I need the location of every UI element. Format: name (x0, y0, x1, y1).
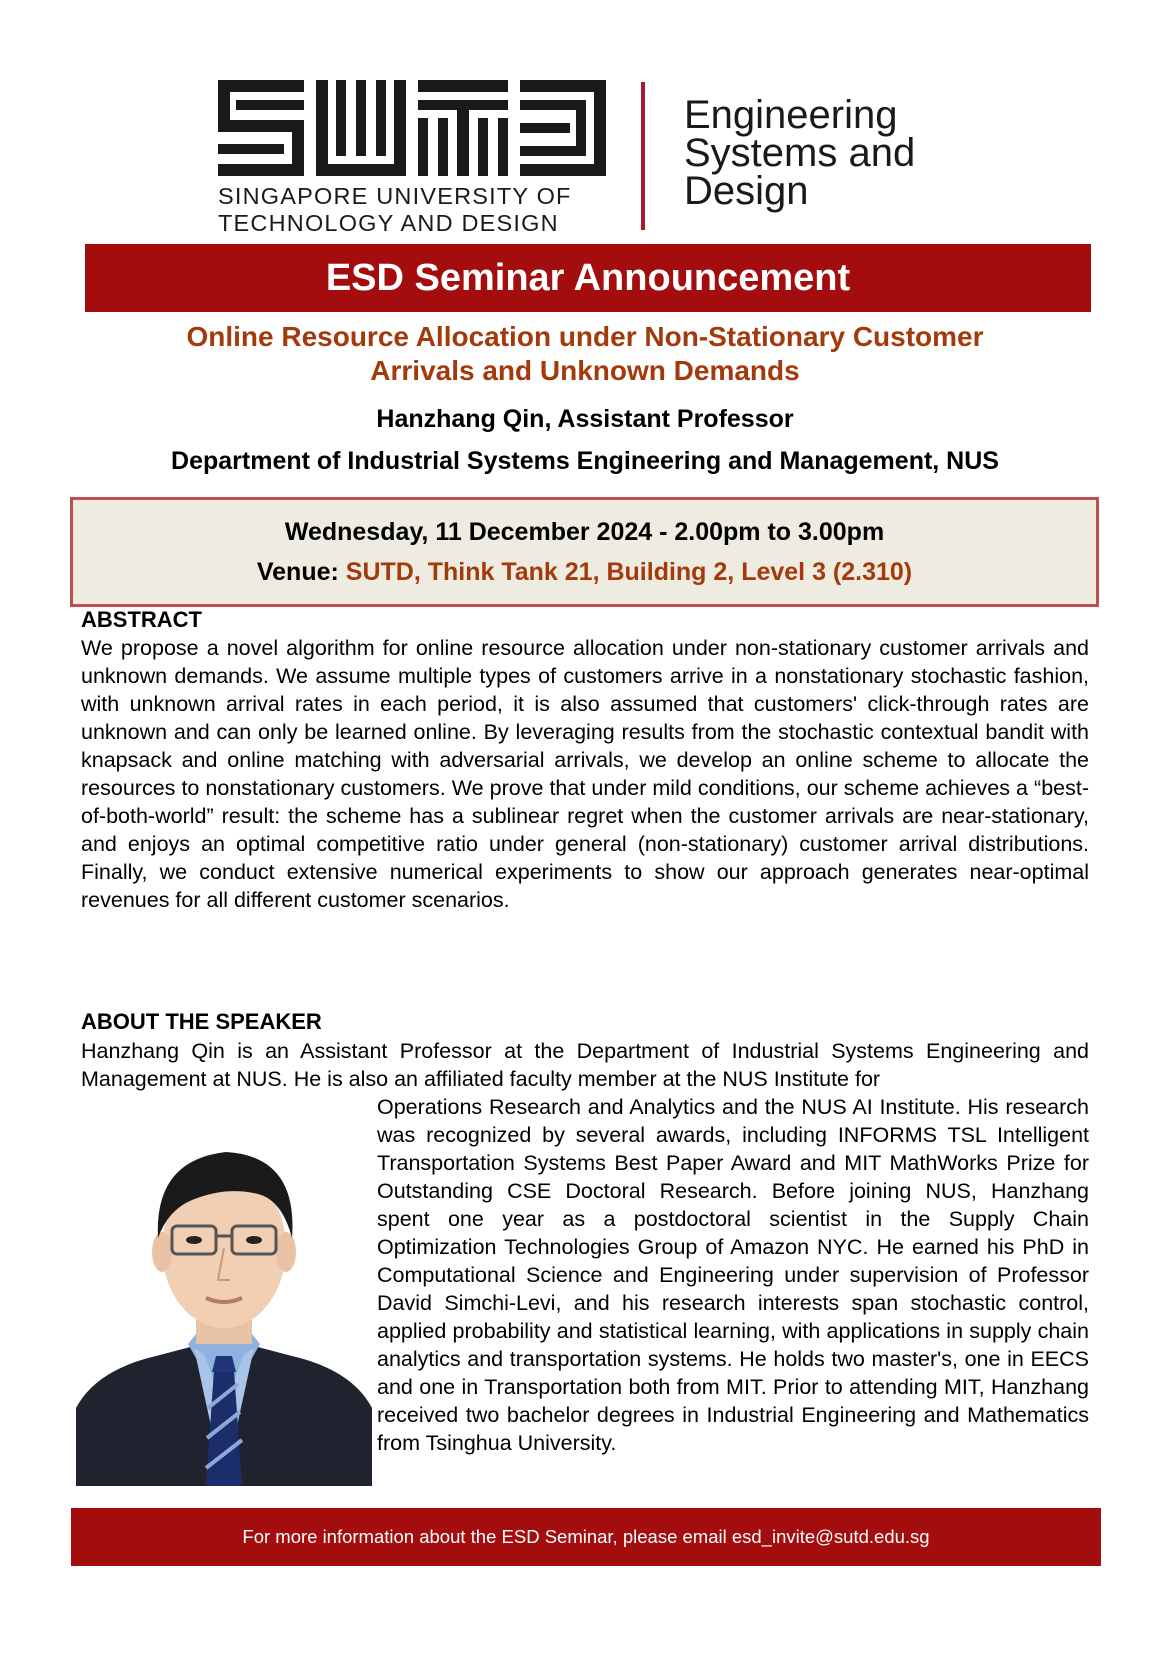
venue-value: SUTD, Think Tank 21, Building 2, Level 3 (2.310) (345, 558, 913, 586)
talk-title (60, 320, 1110, 388)
sutd-logo (218, 80, 608, 236)
university-name (218, 183, 618, 237)
speaker-bio-text: Operations Research and Analytics and the NUS AI Institute. His research was recognized by several awards, including INFORMS TSL Intelligent Transportation Systems Best Paper Award and MIT MathWorks Prize for Outstanding CSE Doctoral Research. Before joining NUS, Hanzhang spent one year as a postdoctoral scientist in the Supply Chain Optimization Technologies Group of Amazon NYC. He earned his PhD in Computational Science and Engineering under supervision of Professor David Simchi-Levi, and his research interests span stochastic control, applied probability and statistical learning, with applications in supply chain analytics and transportation systems. He holds two master's, one in EECS and one in Transportation both from MIT. Prior to attending MIT, Hanzhang received two bachelor degrees in Industrial Engineering and Mathematics from Tsinghua University. (377, 1095, 1089, 1455)
speaker-intro-text: Hanzhang Qin is an Assistant Professor at the Department of Industrial Systems Engineering and Management at NUS. He is also an affiliated faculty member at the NUS Institute for (81, 1039, 1089, 1091)
speaker-heading: ABOUT THE SPEAKER (81, 1009, 322, 1034)
logo-divider (641, 82, 645, 230)
footer-contact: For more information about the ESD Seminar, please email esd_invite@sutd.edu.sg (71, 1508, 1101, 1566)
pillar-name (684, 93, 916, 213)
sutd-logo-mark-icon (218, 80, 608, 176)
speaker-photo (76, 1108, 372, 1486)
speaker-department: Department of Industrial Systems Engineering and Management, NUS (171, 447, 999, 475)
abstract-text: We propose a novel algorithm for online resource allocation under non-stationary customer arrivals and unknown demands. We assume multiple types of customers arrive in a nonstationary stochastic fashion, with unknown arrival rates in each period, it is also assumed that customers' click-through rates are unknown and can only be learned online. By leveraging results from the stochastic contextual bandit with knapsack and online matching with adversarial arrivals, we develop an online scheme to allocate the resources to nonstationary customers. We prove that under mild conditions, our scheme achieves a “best-of-both-world” result: the scheme has a sublinear regret when the customer arrivals are near-stationary, and enjoys an optimal competitive ratio under general (non-stationary) customer arrival distributions. Finally, we conduct extensive numerical experiments to show our approach generates near-optimal revenues for all different customer scenarios. (81, 636, 1089, 912)
pillar-name-line3: Design (684, 169, 809, 213)
event-venue (73, 556, 1096, 588)
schedule-box (70, 497, 1099, 607)
university-name-line2: TECHNOLOGY AND DESIGN (218, 210, 559, 236)
pillar-name-line1: Engineering (684, 93, 898, 137)
abstract-heading: ABSTRACT (81, 607, 202, 632)
talk-title-line1: Online Resource Allocation under Non-Stationary Customer (186, 321, 984, 352)
pillar-name-line2: Systems and (684, 131, 916, 175)
event-date-time: Wednesday, 11 December 2024 - 2.00pm to 3.00pm (284, 518, 885, 546)
university-name-line1: SINGAPORE UNIVERSITY OF (218, 183, 572, 209)
speaker-name: Hanzhang Qin, Assistant Professor (376, 405, 794, 433)
venue-label: Venue: (256, 558, 339, 586)
talk-title-line2: Arrivals and Unknown Demands (370, 355, 800, 386)
announcement-banner: ESD Seminar Announcement (85, 244, 1091, 312)
